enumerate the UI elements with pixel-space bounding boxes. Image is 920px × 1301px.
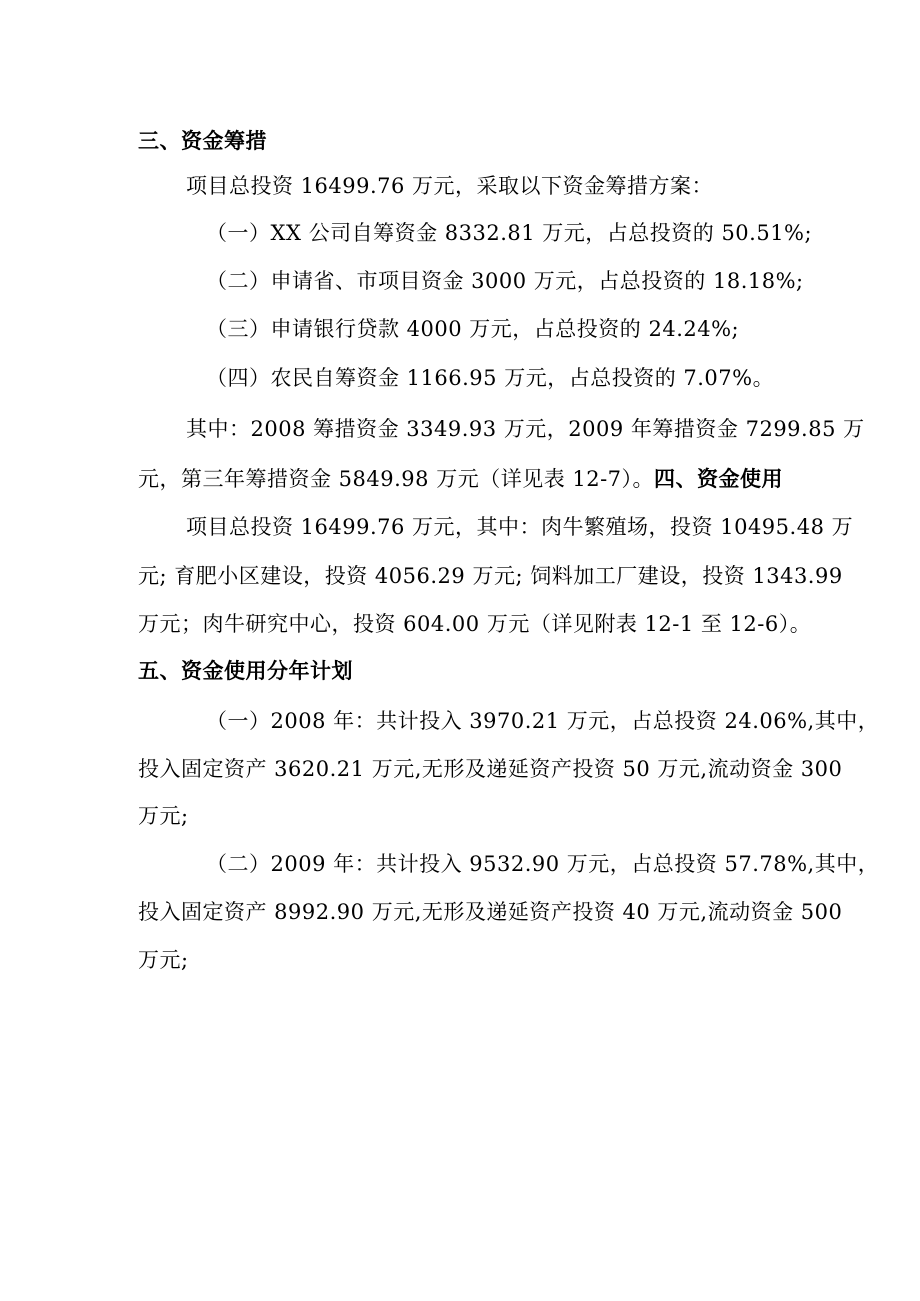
usage-line-3: 万元；肉牛研究中心，投资 604.00 万元（详见附表 12-1 至 12-6）。 [138, 612, 812, 636]
plan-2009-line-2: 投入固定资产 8992.90 万元,无形及递延资产投资 40 万元,流动资金 500 [138, 900, 843, 924]
usage-line-2: 元; 育肥小区建设，投资 4056.29 万元; 饲料加工厂建设，投资 1343.99 [138, 564, 843, 588]
section-5-heading: 五、资金使用分年计划 [138, 659, 353, 683]
plan-2009-line-1: （二）2009 年：共计投入 9532.90 万元，占总投资 57.78%,其中， [206, 852, 880, 876]
funding-item-4: （四）农民自筹资金 1166.95 万元，占总投资的 7.07%。 [206, 366, 775, 390]
plan-2008-line-1: （一）2008 年：共计投入 3970.21 万元，占总投资 24.06%,其中， [206, 709, 880, 733]
section-3-heading: 三、资金筹措 [138, 129, 267, 153]
usage-line-1: 项目总投资 16499.76 万元，其中：肉牛繁殖场，投资 10495.48 万 [186, 515, 854, 539]
funding-detail-line-1: 其中：2008 筹措资金 3349.93 万元，2009 年筹措资金 7299.85 万 [186, 417, 865, 441]
plan-2008-line-3: 万元; [138, 804, 189, 828]
funding-item-3: （三）申请银行贷款 4000 万元，占总投资的 24.24%; [206, 317, 740, 341]
funding-item-2: （二）申请省、市项目资金 3000 万元，占总投资的 18.18%; [206, 269, 804, 293]
section-4-heading: 四、资金使用 [654, 467, 784, 491]
funding-detail-line-2 [138, 464, 783, 494]
funding-detail-text: 元，第三年筹措资金 5849.98 万元（详见表 12-7）。 [138, 467, 655, 491]
funding-item-1: （一）XX 公司自筹资金 8332.81 万元，占总投资的 50.51%; [206, 221, 813, 245]
plan-2008-line-2: 投入固定资产 3620.21 万元,无形及递延资产投资 50 万元,流动资金 300 [138, 757, 843, 781]
section-3-intro: 项目总投资 16499.76 万元，采取以下资金筹措方案： [186, 174, 714, 198]
plan-2009-line-3: 万元; [138, 948, 189, 972]
